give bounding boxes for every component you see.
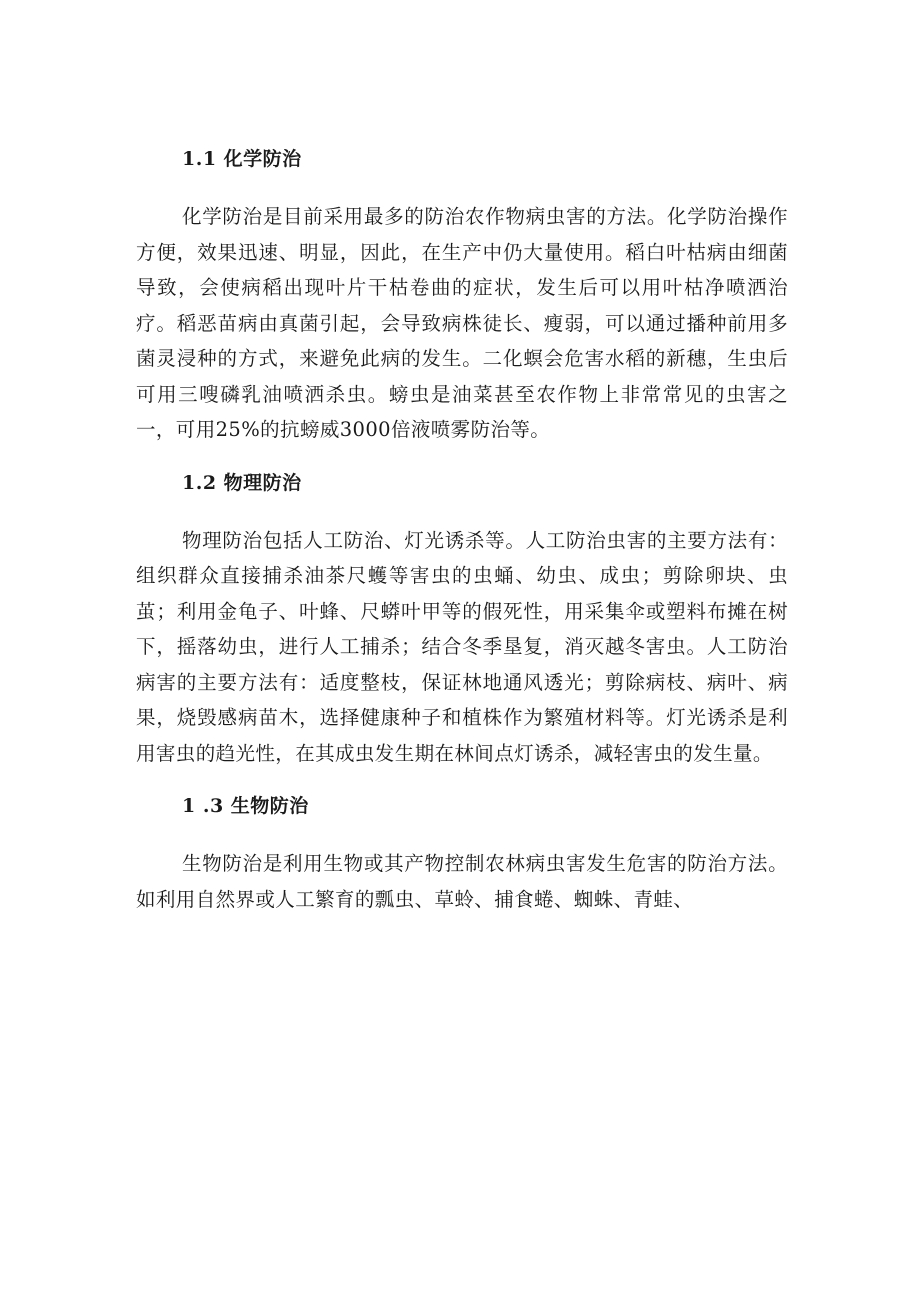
section-heading-physical-control: 1.2 物理防治 <box>182 471 302 494</box>
section-heading-chemical-control: 1.1 化学防治 <box>182 148 302 170</box>
section-heading-biological-control: 1 .3 生物防治 <box>182 795 309 817</box>
section-paragraph-biological-control: 生物防治是利用生物或其产物控制农林病虫害发生危害的防治方法。如利用自然界或人工繁育的瓢虫、草蛉、捕食蜷、蜘蛛、青蛙、 <box>136 852 788 911</box>
section-paragraph-chemical-control: 化学防治是目前采用最多的防治农作物病虫害的方法。化学防治操作方便，效果迅速、明显，因此，在生产中仍大量使用。稻白叶枯病由细菌导致，会使病稻出现叶片干枯卷曲的症状，发生后可以用叶枯净喷洒治疗。稻恶苗病由真菌引起，会导致病株徒长、瘦弱，可以通过播种前用多菌灵浸种的方式，来避免此病的发生。二化螟会危害水稻的新穗，生虫后可用三嗖磷乳油喷洒杀虫。螃虫是油菜甚至农作物上非常常见的虫害之一，可用25%的抗螃威3000倍液喷雾防治等。 <box>136 205 788 441</box>
section-paragraph-physical-control: 物理防治包括人工防治、灯光诱杀等。人工防治虫害的主要方法有：组织群众直接捕杀油茶尺蠖等害虫的虫蛹、幼虫、成虫；剪除卵块、虫茧；利用金龟子、叶蜂、尺蟒叶甲等的假死性，用采集伞或塑料布摊在树下，摇落幼虫，进行人工捕杀；结合冬季垦复，消灭越冬害虫。人工防治病害的主要方法有：适度整枝，保证林地通风透光；剪除病枝、病叶、病果，烧毁感病苗木，选择健康种子和植株作为繁殖材料等。灯光诱杀是利用害虫的趋光性，在其成虫发生期在林间点灯诱杀，减轻害虫的发生量。 <box>136 528 788 765</box>
document-body <box>136 140 788 917</box>
